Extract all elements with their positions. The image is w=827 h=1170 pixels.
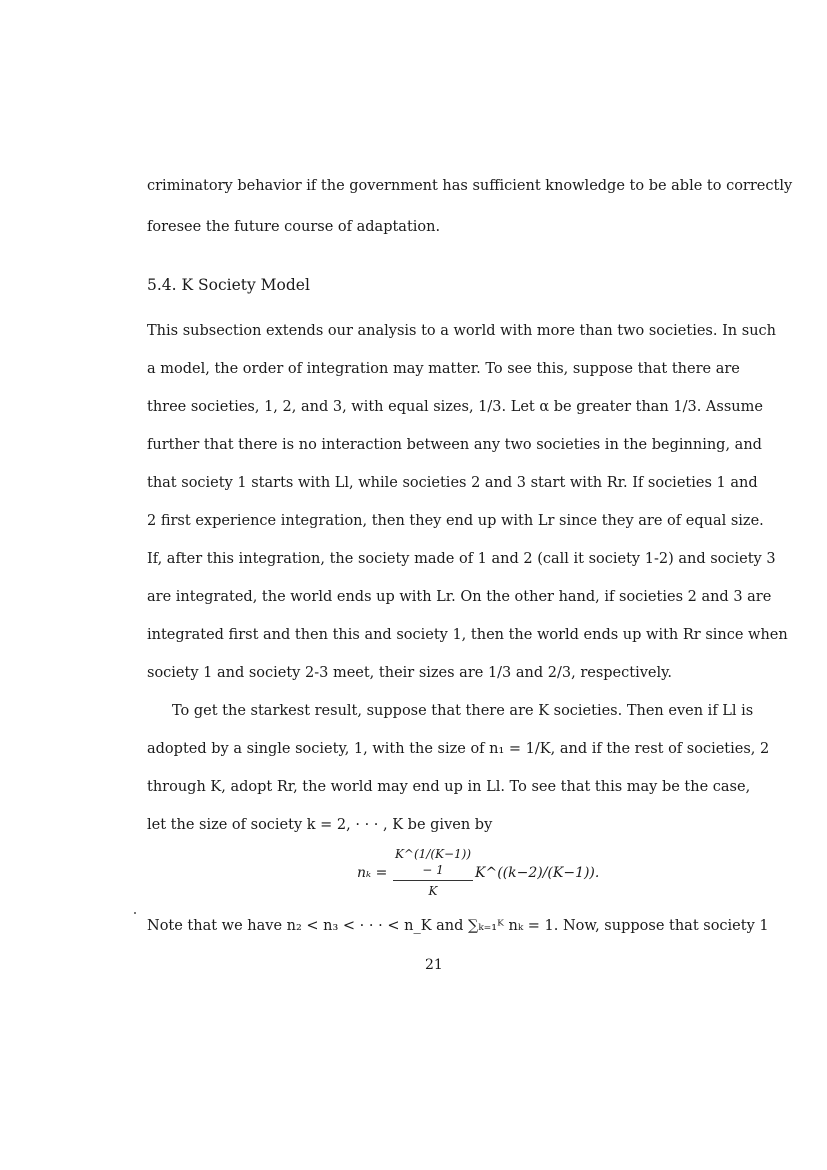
text-line: that society 1 starts with Ll, while societies 2 and 3 start with Rr. If societies 1 and [147,475,758,491]
text-line: adopted by a single society, 1, with the size of n₁ = 1/K, and if the rest of societies, 2 [147,741,770,757]
fraction-bar [393,880,473,881]
section-heading: 5.4. K Society Model [147,276,310,294]
scan-speck [134,912,136,914]
text-line: let the size of society k = 2, · · · , K be given by [147,817,493,833]
page-number: 21 [425,957,443,973]
text-line: are integrated, the world ends up with Lr. On the other hand, if societies 2 and 3 are [147,589,772,605]
text-line: foresee the future course of adaptation. [147,219,441,235]
text-line: Note that we have n₂ < n₃ < · · · < n_K and ∑ₖ₌₁ᴷ nₖ = 1. Now, suppose that society 1 [147,918,769,934]
equation-lhs: nₖ = [357,865,388,881]
text-line: This subsection extends our analysis to a world with more than two societies. In such [147,323,776,339]
text-line: integrated first and then this and society 1, then the world ends up with Rr since when [147,627,788,643]
text-line: criminatory behavior if the government has sufficient knowledge to be able to correctly [147,178,793,194]
text-line: To get the starkest result, suppose that there are K societies. Then even if Ll is [172,703,754,719]
equation-fraction [393,846,473,899]
text-line: If, after this integration, the society made of 1 and 2 (call it society 1-2) and society 3 [147,551,776,567]
text-line: 2 first experience integration, then they end up with Lr since they are of equal size. [147,513,764,529]
equation-rhs: K^((k−2)/(K−1)). [475,865,600,881]
text-line: society 1 and society 2-3 meet, their sizes are 1/3 and 2/3, respectively. [147,665,673,681]
text-line: further that there is no interaction between any two societies in the beginning, and [147,437,762,453]
text-line: through K, adopt Rr, the world may end up in Ll. To see that this may be the case, [147,779,751,795]
text-line: a model, the order of integration may matter. To see this, suppose that there are [147,361,740,377]
equation [357,846,600,898]
equation-denominator: K [428,884,438,898]
equation-numerator: K^(1/(K−1)) − 1 [394,847,472,877]
text-line: three societies, 1, 2, and 3, with equal sizes, 1/3. Let α be greater than 1/3. Assume [147,399,763,415]
